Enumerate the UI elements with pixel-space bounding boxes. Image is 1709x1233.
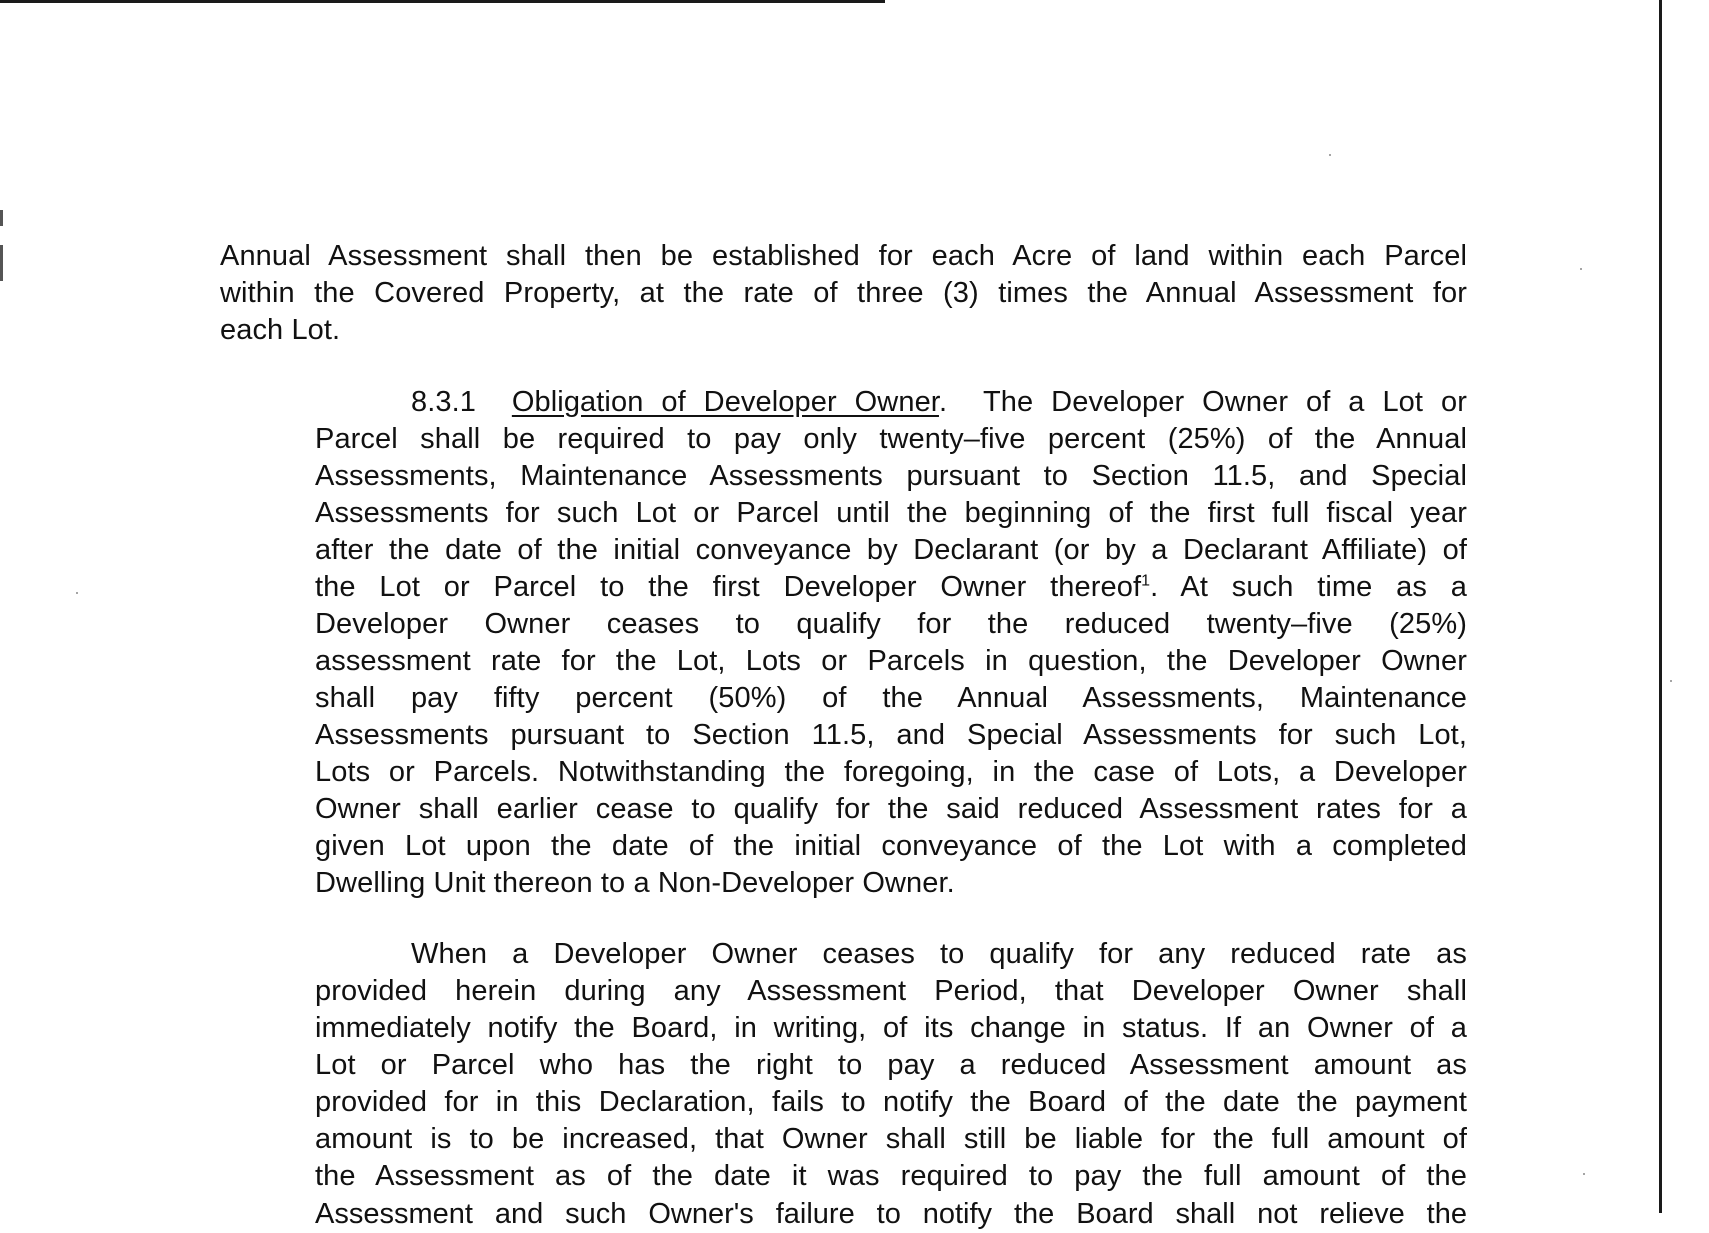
text-line: Developer Owner ceases to qualify for the reduced twenty–five (25%) [315,608,1467,640]
paragraph-developer-notification [315,936,1467,1195]
text-line: Annual Assessment shall then be established for each Acre of land within each Parcel [220,240,1467,272]
section-heading: Obligation of Developer Owner [511,386,939,418]
text-line: Assessments, Maintenance Assessments pursuant to Section 11.5, and Special [315,460,1467,492]
text-line: after the date of the initial conveyance by Declarant (or by a Declarant Affiliate) of [315,534,1467,566]
scan-border-right [1659,0,1662,1213]
section-8-3-1 [315,384,1467,902]
paragraph-annual-assessment [220,238,1467,349]
section-first-line-rest: The Developer Owner of a Lot or [982,386,1467,418]
scan-speck [76,592,78,594]
text-fragment: the Lot or Parcel to the first Developer Owner thereof [315,571,1142,603]
text-fragment: When a Developer Owner ceases to qualify for any reduced rate as [411,938,1467,970]
section-first-line [315,384,1467,421]
text-line-partial: Assessment and such Owner's failure to notify the Board shall not relieve the [315,1198,1467,1230]
text-line: shall pay fifty percent (50%) of the Annual Assessments, Maintenance [315,682,1467,714]
text-line: Parcel shall be required to pay only twenty–five percent (25%) of the Annual [315,423,1467,455]
scan-speck [1670,680,1672,682]
text-line: given Lot upon the date of the initial conveyance of the Lot with a completed [315,830,1467,862]
text-line: within the Covered Property, at the rate of three (3) times the Annual Assessment for [220,277,1467,309]
text-line: provided herein during any Assessment Period, that Developer Owner shall [315,975,1467,1007]
scan-margin-mark [0,245,3,281]
text-line: Owner shall earlier cease to qualify for the said reduced Assessment rates for a [315,793,1467,825]
text-fragment: . At such time as a [1150,571,1467,603]
text-line: Lot or Parcel who has the right to pay a reduced Assessment amount as [315,1049,1467,1081]
footnote-marker[interactable]: 1 [1141,572,1151,590]
scan-margin-mark [0,210,3,226]
heading-period: . [938,386,948,418]
text-line: Assessments for such Lot or Parcel until the beginning of the first full fiscal year [315,497,1467,529]
text-line: assessment rate for the Lot, Lots or Parcels in question, the Developer Owner [315,645,1467,677]
text-line: Assessments pursuant to Section 11.5, and Special Assessments for such Lot, [315,719,1467,751]
cut-off-text-line [315,1196,1467,1230]
text-line: the Assessment as of the date it was required to pay the full amount of the [315,1160,1467,1192]
text-line: amount is to be increased, that Owner shall still be liable for the full amount of [315,1123,1467,1155]
scan-speck [1580,268,1582,270]
scan-speck [1329,154,1331,156]
text-line: provided for in this Declaration, fails to notify the Board of the date the payment [315,1086,1467,1118]
text-line-indented [315,936,1467,973]
text-line: Lots or Parcels. Notwithstanding the foregoing, in the case of Lots, a Developer [315,756,1467,788]
text-line: immediately notify the Board, in writing, of its change in status. If an Owner of a [315,1012,1467,1044]
section-number: 8.3.1 [411,386,476,418]
scan-border-top [0,0,885,3]
text-line: Dwelling Unit thereon to a Non-Developer Owner. [315,867,955,899]
text-line-with-footnote [315,569,1467,606]
text-line: each Lot. [220,314,341,346]
scan-speck [1583,1173,1585,1175]
